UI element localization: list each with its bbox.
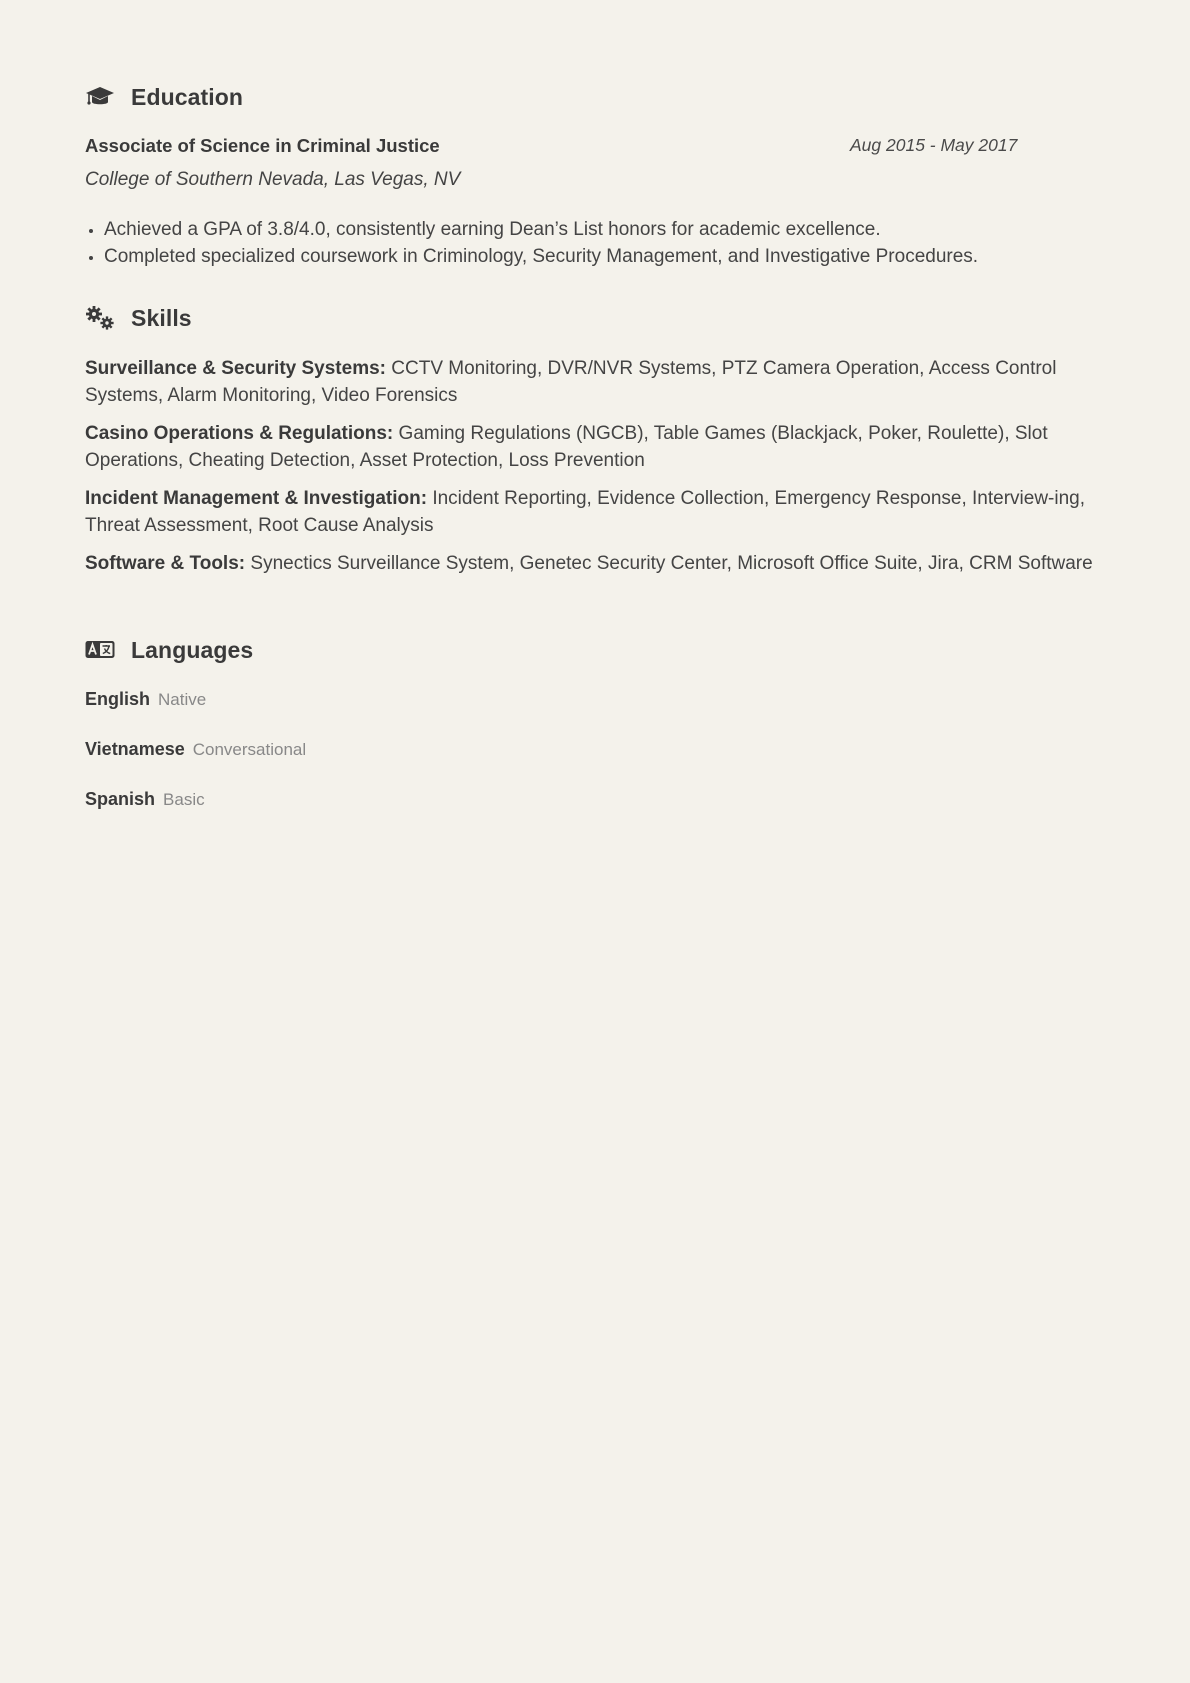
languages-section-header — [85, 634, 253, 666]
language-name: Vietnamese — [85, 739, 185, 759]
skill-value: Gaming Regulations (NGCB), Table Games (Blackjack, Poker, Roulette), Slot Operations, Cheating Detection, Asset Protection, Loss Prevention — [85, 423, 1048, 471]
education-section-header — [85, 81, 243, 113]
language-name: English — [85, 689, 151, 709]
skills-title: Skills — [131, 304, 192, 331]
education-title: Education — [131, 83, 244, 110]
skill-row — [85, 420, 1095, 474]
skill-value: CCTV Monitoring, DVR/NVR Systems, PTZ Camera Operation, Access Control Systems, Alarm Monitoring, Video Forensics — [85, 358, 1057, 406]
skill-value: Synectics Surveillance System, Genetec Security Center, Microsoft Office Suite, Jira, CRM Software — [250, 553, 1093, 574]
list-item: • Achieved a GPA of 3.8/4.0, consistently earning Dean’s List honors for academic excellence. — [104, 216, 1114, 243]
graduation-cap-icon — [85, 84, 115, 110]
skill-row — [85, 485, 1095, 539]
skill-label: Software & Tools: — [85, 553, 246, 574]
language-row — [85, 689, 206, 710]
language-icon — [85, 637, 115, 663]
list-item: • Completed specialized coursework in Criminology, Security Management, and Investigative Procedures. — [104, 243, 1114, 270]
education-dates: Aug 2015 - May 2017 — [850, 135, 1018, 155]
skill-row — [85, 550, 1095, 577]
school-name: College of Southern Nevada, Las Vegas, NV — [85, 169, 461, 190]
gears-icon — [85, 305, 115, 331]
language-level: Basic — [163, 790, 205, 809]
skill-value: Incident Reporting, Evidence Collection, Emergency Response, Interview-ing, Threat Assessment, Root Cause Analysis — [85, 488, 1085, 536]
skill-label: Surveillance & Security Systems: — [85, 358, 386, 379]
language-row — [85, 789, 205, 810]
skill-label: Incident Management & Investigation: — [85, 488, 428, 509]
education-bullet-list — [85, 216, 1114, 270]
languages-title: Languages — [131, 636, 254, 663]
degree-title: Associate of Science in Criminal Justice — [85, 135, 440, 156]
language-level: Native — [158, 690, 207, 709]
skill-label: Casino Operations & Regulations: — [85, 423, 394, 444]
language-row — [85, 739, 306, 760]
language-name: Spanish — [85, 789, 156, 809]
skill-row — [85, 355, 1095, 409]
language-level: Conversational — [192, 740, 307, 759]
skills-section-header — [85, 302, 192, 334]
